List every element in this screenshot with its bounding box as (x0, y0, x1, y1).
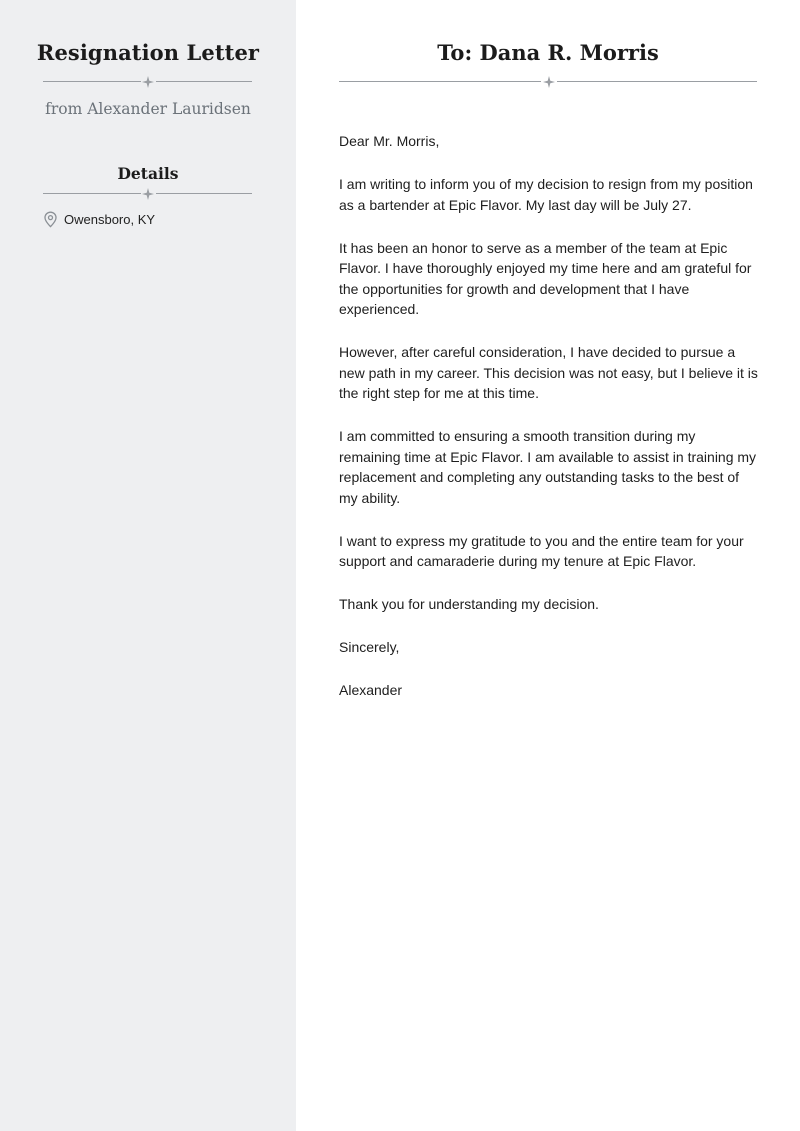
details-heading: Details (117, 164, 179, 183)
four-point-star-icon (142, 188, 154, 200)
letter-body (339, 131, 759, 723)
recipient-heading: To: Dana R. Morris (437, 40, 659, 65)
letter-paragraph: However, after careful consideration, I have decided to pursue a new path in my career. This decision was not easy, but I believe it is the right step for me at this time. (339, 344, 758, 401)
location-row (43, 210, 155, 228)
four-point-star-icon (142, 76, 154, 88)
letter-paragraph: Thank you for understanding my decision. (339, 596, 599, 612)
letter-paragraph: I am committed to ensuring a smooth transition during my remaining time at Epic Flavor. I am available to assist in training my replacement and completing any outstanding tasks to the best of my ability. (339, 428, 757, 506)
map-pin-icon (43, 211, 58, 228)
salutation: Dear Mr. Morris, (339, 133, 440, 149)
details-divider (43, 188, 252, 200)
sidebar-title-divider (43, 76, 252, 88)
four-point-star-icon (543, 76, 555, 88)
letter-paragraph: It has been an honor to serve as a member of the team at Epic Flavor. I have thoroughly enjoyed my time here and am grateful for the opportunities for growth and development that I have experienced. (339, 239, 752, 317)
closing: Sincerely, (339, 639, 400, 655)
letter-paragraph: I am writing to inform you of my decision to resign from my position as a bartender at Epic Flavor. My last day will be July 27. (339, 176, 753, 213)
sidebar-title: Resignation Letter (36, 40, 260, 65)
sidebar (0, 0, 296, 1131)
sender-name: from Alexander Lauridsen (45, 100, 251, 118)
signature-name: Alexander (339, 682, 403, 698)
letter-paragraph: I want to express my gratitude to you and the entire team for your support and camaraderie during my tenure at Epic Flavor. (339, 532, 744, 569)
location-text: Owensboro, KY (64, 211, 156, 227)
recipient-divider (339, 76, 757, 88)
